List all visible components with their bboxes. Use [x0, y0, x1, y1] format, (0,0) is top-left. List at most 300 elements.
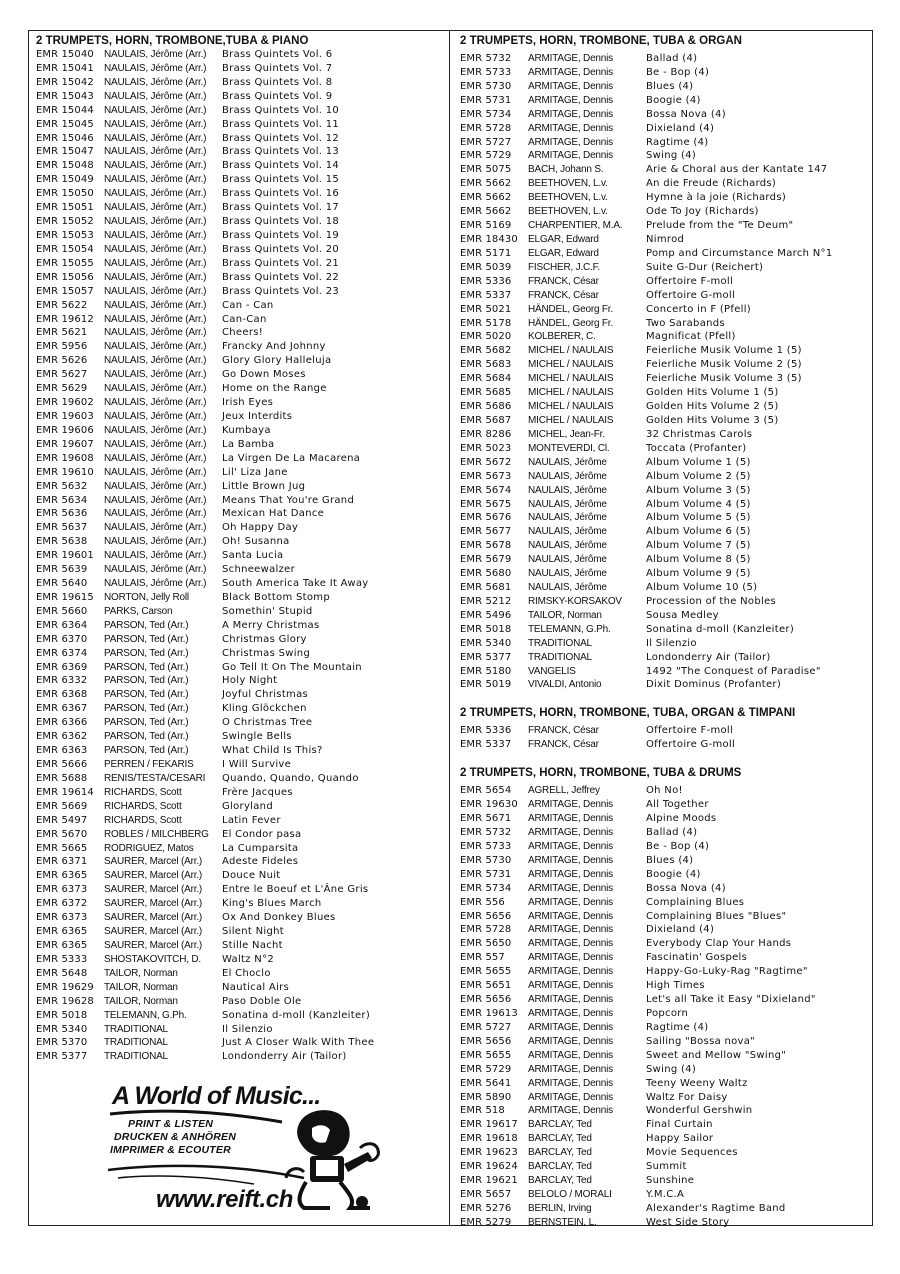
catalog-code: EMR 5340	[460, 637, 512, 649]
catalog-row	[36, 577, 442, 591]
catalog-code: EMR 5377	[36, 1051, 88, 1063]
catalog-code: EMR 5671	[460, 813, 512, 825]
section-heading-piano: 2 TRUMPETS, HORN, TROMBONE,TUBA & PIANO	[36, 35, 309, 47]
piece-title: Santa Lucia	[222, 550, 284, 562]
catalog-code: EMR 5728	[460, 122, 512, 134]
catalog-row	[460, 623, 868, 637]
piece-title: Kling Glöckchen	[222, 703, 307, 715]
catalog-row	[460, 1035, 868, 1049]
catalog-code: EMR 5655	[460, 1049, 512, 1061]
catalog-row	[460, 1160, 868, 1174]
catalog-row	[460, 52, 868, 66]
catalog-code: EMR 5727	[460, 136, 512, 148]
catalog-code: EMR 6366	[36, 717, 88, 729]
catalog-code: EMR 5675	[460, 498, 512, 510]
piece-title: Alpine Moods	[646, 813, 717, 825]
composer: ARMITAGE, Dennis	[528, 882, 613, 894]
catalog-row	[460, 372, 868, 386]
piece-title: Holy Night	[222, 675, 278, 687]
piece-title: Album Volume 10 (5)	[646, 582, 758, 594]
catalog-code: EMR 19623	[460, 1147, 518, 1159]
catalog-code: EMR 5728	[460, 924, 512, 936]
composer: ARMITAGE, Dennis	[528, 1021, 613, 1033]
catalog-code: EMR 5651	[460, 980, 512, 992]
catalog-row	[460, 965, 868, 979]
catalog-row	[460, 567, 868, 581]
catalog-row	[460, 525, 868, 539]
catalog-code: EMR 5650	[460, 938, 512, 950]
composer: NAULAIS, Jérôme (Arr.)	[104, 313, 207, 325]
piece-title: Wonderful Gershwin	[646, 1105, 753, 1117]
composer: NAULAIS, Jérôme	[528, 484, 607, 496]
composer: MICHEL / NAULAIS	[528, 359, 614, 371]
composer: PARSON, Ted (Arr.)	[104, 731, 189, 743]
catalog-code: EMR 15054	[36, 243, 94, 255]
catalog-row	[36, 285, 442, 299]
catalog-row	[460, 651, 868, 665]
catalog-code: EMR 5212	[460, 595, 512, 607]
piece-title: Brass Quintets Vol. 12	[222, 132, 340, 144]
piece-title: King's Blues March	[222, 898, 322, 910]
catalog-code: EMR 5679	[460, 554, 512, 566]
piece-title: Offertoire G-moll	[646, 739, 736, 751]
catalog-code: EMR 5336	[460, 275, 512, 287]
composer: TAILOR, Norman	[104, 981, 178, 993]
catalog-code: EMR 5656	[460, 910, 512, 922]
catalog-row	[36, 688, 442, 702]
composer: AGRELL, Jeffrey	[528, 785, 600, 797]
catalog-row	[36, 633, 442, 647]
catalog-row	[460, 414, 868, 428]
catalog-code: EMR 18430	[460, 233, 518, 245]
catalog-code: EMR 6365	[36, 926, 88, 938]
catalog-code: EMR 15046	[36, 132, 94, 144]
catalog-row	[460, 122, 868, 136]
composer: BARCLAY, Ted	[528, 1119, 592, 1131]
composer: PARSON, Ted (Arr.)	[104, 717, 189, 729]
catalog-code: EMR 5648	[36, 967, 88, 979]
composer: FISCHER, J.C.F.	[528, 261, 601, 273]
piece-title: Boogie (4)	[646, 94, 701, 106]
piece-title: Offertoire G-moll	[646, 289, 736, 301]
catalog-code: EMR 5684	[460, 373, 512, 385]
catalog-row	[36, 1050, 442, 1064]
catalog-row	[460, 595, 868, 609]
composer: SAURER, Marcel (Arr.)	[104, 912, 203, 924]
catalog-row	[36, 76, 442, 90]
piece-title: Golden Hits Volume 1 (5)	[646, 387, 779, 399]
composer: SAURER, Marcel (Arr.)	[104, 926, 203, 938]
composer: NAULAIS, Jérôme (Arr.)	[104, 355, 207, 367]
composer: ARMITAGE, Dennis	[528, 1091, 613, 1103]
catalog-row	[460, 442, 868, 456]
composer: ARMITAGE, Dennis	[528, 966, 613, 978]
catalog-code: EMR 8286	[460, 428, 512, 440]
catalog-code: EMR 6369	[36, 661, 88, 673]
catalog-row	[460, 581, 868, 595]
catalog-row	[460, 868, 868, 882]
catalog-row	[460, 317, 868, 331]
piece-title: Offertoire F-moll	[646, 725, 734, 737]
catalog-row	[460, 840, 868, 854]
composer: ARMITAGE, Dennis	[528, 80, 613, 92]
composer: BERNSTEIN, L.	[528, 1216, 597, 1228]
piece-title: Album Volume 3 (5)	[646, 484, 751, 496]
piece-title: Brass Quintets Vol. 10	[222, 104, 340, 116]
catalog-row	[460, 923, 868, 937]
catalog-code: EMR 15053	[36, 229, 94, 241]
composer: TAILOR, Norman	[528, 609, 602, 621]
catalog-row	[460, 219, 868, 233]
catalog-row	[36, 1036, 442, 1050]
composer: ARMITAGE, Dennis	[528, 150, 613, 162]
composer: ARMITAGE, Dennis	[528, 1077, 613, 1089]
catalog-row	[460, 289, 868, 303]
catalog-code: EMR 5677	[460, 526, 512, 538]
piece-title: West Side Story	[646, 1216, 730, 1228]
composer: PARSON, Ted (Arr.)	[104, 745, 189, 757]
left-column	[36, 34, 442, 1064]
piece-title: Teeny Weeny Waltz	[646, 1077, 748, 1089]
catalog-code: EMR 15041	[36, 62, 94, 74]
catalog-code: EMR 5638	[36, 536, 88, 548]
composer: MICHEL / NAULAIS	[528, 387, 614, 399]
catalog-code: EMR 19615	[36, 591, 94, 603]
composer: NAULAIS, Jérôme (Arr.)	[104, 132, 207, 144]
composer: NAULAIS, Jérôme (Arr.)	[104, 243, 207, 255]
catalog-code: EMR 5656	[460, 1035, 512, 1047]
catalog-row	[36, 661, 442, 675]
catalog-code: EMR 5673	[460, 470, 512, 482]
piece-title: Album Volume 2 (5)	[646, 470, 751, 482]
catalog-code: EMR 15050	[36, 188, 94, 200]
composer: PARSON, Ted (Arr.)	[104, 647, 189, 659]
composer: TAILOR, Norman	[104, 967, 178, 979]
logo-tagline-2: DRUCKEN & ANHÖREN	[114, 1131, 237, 1143]
catalog-code: EMR 5670	[36, 828, 88, 840]
catalog-row	[36, 674, 442, 688]
catalog-code: EMR 19621	[460, 1175, 518, 1187]
piece-title: Prelude from the "Te Deum"	[646, 220, 794, 232]
catalog-row	[460, 177, 868, 191]
catalog-row	[460, 724, 868, 738]
catalog-row	[36, 424, 442, 438]
catalog-row	[36, 62, 442, 76]
piece-title: Brass Quintets Vol. 19	[222, 229, 340, 241]
composer: NAULAIS, Jérôme (Arr.)	[104, 410, 207, 422]
catalog-row	[36, 786, 442, 800]
catalog-row	[460, 993, 868, 1007]
catalog-code: EMR 5662	[460, 178, 512, 190]
piece-title: Feierliche Musik Volume 2 (5)	[646, 359, 802, 371]
catalog-code: EMR 19608	[36, 452, 94, 464]
catalog-code: EMR 5678	[460, 540, 512, 552]
composer: ARMITAGE, Dennis	[528, 994, 613, 1006]
piece-title: Adeste Fideles	[222, 856, 299, 868]
catalog-code: EMR 6363	[36, 745, 88, 757]
catalog-row	[460, 247, 868, 261]
piece-title: La Bamba	[222, 438, 275, 450]
catalog-code: EMR 5680	[460, 568, 512, 580]
piece-title: Let's all Take it Easy "Dixieland"	[646, 994, 816, 1006]
piece-title: Black Bottom Stomp	[222, 591, 330, 603]
composer: BELOLO / MORALI	[528, 1188, 612, 1200]
piece-title: Complaining Blues	[646, 896, 745, 908]
catalog-code: EMR 5729	[460, 1063, 512, 1075]
catalog-row	[36, 897, 442, 911]
catalog-row	[460, 979, 868, 993]
catalog-code: EMR 19601	[36, 550, 94, 562]
catalog-code: EMR 5627	[36, 369, 88, 381]
catalog-row	[36, 229, 442, 243]
piece-title: Hymne à la joie (Richards)	[646, 192, 787, 204]
catalog-row	[460, 738, 868, 752]
piece-title: Can - Can	[222, 299, 274, 311]
catalog-row	[36, 132, 442, 146]
piece-title: Suite G-Dur (Reichert)	[646, 261, 764, 273]
piece-title: Brass Quintets Vol. 15	[222, 174, 340, 186]
composer: NAULAIS, Jérôme	[528, 554, 607, 566]
catalog-code: EMR 5171	[460, 247, 512, 259]
composer: HÄNDEL, Georg Fr.	[528, 317, 613, 329]
catalog-code: EMR 6368	[36, 689, 88, 701]
piece-title: Sonatina d-moll (Kanzleiter)	[646, 623, 795, 635]
composer: NAULAIS, Jérôme	[528, 526, 607, 538]
composer: BACH, Johann S.	[528, 164, 604, 176]
catalog-code: EMR 5727	[460, 1021, 512, 1033]
composer: ARMITAGE, Dennis	[528, 799, 613, 811]
catalog-row	[36, 967, 442, 981]
catalog-code: EMR 5682	[460, 345, 512, 357]
catalog-row	[36, 480, 442, 494]
composer: RENIS/TESTA/CESARI	[104, 772, 206, 784]
piece-title: Kumbaya	[222, 424, 271, 436]
piece-title: 32 Christmas Carols	[646, 428, 753, 440]
catalog-code: EMR 5178	[460, 317, 512, 329]
composer: SAURER, Marcel (Arr.)	[104, 870, 203, 882]
catalog-row	[460, 609, 868, 623]
composer: MICHEL / NAULAIS	[528, 373, 614, 385]
catalog-code: EMR 6362	[36, 731, 88, 743]
piece-title: Brass Quintets Vol. 6	[222, 49, 333, 60]
catalog-code: EMR 6332	[36, 675, 88, 687]
piece-title: Somethin' Stupid	[222, 605, 313, 617]
piece-title: Brass Quintets Vol. 22	[222, 271, 340, 283]
piece-title: Album Volume 1 (5)	[646, 456, 751, 468]
catalog-row	[36, 48, 442, 62]
piece-title: High Times	[646, 980, 705, 992]
catalog-code: EMR 19612	[36, 313, 94, 325]
composer: NAULAIS, Jérôme (Arr.)	[104, 49, 207, 60]
piece-title: Everybody Clap Your Hands	[646, 938, 792, 950]
catalog-code: EMR 15049	[36, 174, 94, 186]
piece-title: Be - Bop (4)	[646, 840, 710, 852]
catalog-row	[36, 939, 442, 953]
piece-title: Lil' Liza Jane	[222, 466, 288, 478]
composer: FRANCK, César	[528, 725, 599, 737]
piece-title: Final Curtain	[646, 1119, 713, 1131]
composer: ARMITAGE, Dennis	[528, 1063, 613, 1075]
piece-title: Go Tell It On The Mountain	[222, 661, 362, 673]
catalog-code: EMR 5337	[460, 289, 512, 301]
catalog-row	[36, 535, 442, 549]
composer: ARMITAGE, Dennis	[528, 108, 613, 120]
catalog-row	[460, 205, 868, 219]
catalog-code: EMR 5665	[36, 842, 88, 854]
composer: SAURER, Marcel (Arr.)	[104, 884, 203, 896]
composer: MICHEL / NAULAIS	[528, 345, 614, 357]
piece-title: 1492 "The Conquest of Paradise"	[646, 665, 821, 677]
piece-title: Magnificat (Pfell)	[646, 331, 736, 343]
composer: NAULAIS, Jérôme (Arr.)	[104, 564, 207, 576]
catalog-code: EMR 15043	[36, 90, 94, 102]
piece-title: Paso Doble Ole	[222, 995, 302, 1007]
composer: PARSON, Ted (Arr.)	[104, 661, 189, 673]
composer: BEETHOVEN, L.v.	[528, 178, 608, 190]
catalog-row	[36, 299, 442, 313]
piece-title: Means That You're Grand	[222, 494, 355, 506]
composer: NAULAIS, Jérôme (Arr.)	[104, 438, 207, 450]
piece-title: Y.M.C.A	[646, 1188, 685, 1200]
composer: NAULAIS, Jérôme	[528, 512, 607, 524]
composer: FRANCK, César	[528, 739, 599, 751]
composer: HÄNDEL, Georg Fr.	[528, 303, 613, 315]
piece-title: Ragtime (4)	[646, 136, 709, 148]
catalog-row	[36, 647, 442, 661]
catalog-code: EMR 5333	[36, 953, 88, 965]
composer: NAULAIS, Jérôme (Arr.)	[104, 383, 207, 395]
catalog-row	[36, 925, 442, 939]
catalog-row	[36, 828, 442, 842]
piece-title: Toccata (Profanter)	[646, 442, 747, 454]
logo-url: www.reift.ch	[156, 1186, 293, 1213]
catalog-code: EMR 6365	[36, 870, 88, 882]
composer: NAULAIS, Jérôme (Arr.)	[104, 62, 207, 74]
catalog-row	[36, 591, 442, 605]
catalog-code: EMR 5023	[460, 442, 512, 454]
catalog-row	[36, 215, 442, 229]
catalog-code: EMR 5734	[460, 882, 512, 894]
piece-title: All Together	[646, 799, 709, 811]
piece-title: Oh Happy Day	[222, 522, 299, 534]
composer: NAULAIS, Jérôme	[528, 582, 607, 594]
composer: SAURER, Marcel (Arr.)	[104, 940, 203, 951]
catalog-code: EMR 6367	[36, 703, 88, 715]
catalog-row	[460, 498, 868, 512]
catalog-code: EMR 556	[460, 896, 505, 908]
piece-title: Il Silenzio	[222, 1023, 273, 1035]
catalog-row	[36, 159, 442, 173]
piece-title: Nautical Airs	[222, 981, 290, 993]
composer: VIVALDI, Antonio	[528, 679, 602, 691]
composer: ARMITAGE, Dennis	[528, 66, 613, 78]
catalog-code: EMR 5669	[36, 800, 88, 812]
catalog-row	[460, 303, 868, 317]
piece-title: La Virgen De La Macarena	[222, 452, 361, 464]
composer: NAULAIS, Jérôme (Arr.)	[104, 522, 207, 534]
composer: FRANCK, César	[528, 275, 599, 287]
piece-title: Brass Quintets Vol. 17	[222, 202, 340, 214]
catalog-code: EMR 5660	[36, 605, 88, 617]
composer: TAILOR, Norman	[104, 995, 178, 1007]
piece-title: Brass Quintets Vol. 9	[222, 90, 333, 102]
catalog-code: EMR 19630	[460, 799, 518, 811]
catalog-code: EMR 15047	[36, 146, 94, 158]
piece-title: Stille Nacht	[222, 940, 283, 951]
catalog-code: EMR 19618	[460, 1133, 518, 1145]
piece-title: Waltz For Daisy	[646, 1091, 728, 1103]
catalog-code: EMR 5020	[460, 331, 512, 343]
catalog-row	[460, 784, 868, 798]
section-heading: 2 TRUMPETS, HORN, TROMBONE, TUBA, ORGAN & TIMPANI	[460, 707, 796, 720]
catalog-code: EMR 5676	[460, 512, 512, 524]
catalog-row	[36, 438, 442, 452]
piece-title: Gloryland	[222, 800, 273, 812]
composer: NAULAIS, Jérôme (Arr.)	[104, 146, 207, 158]
catalog-row	[36, 396, 442, 410]
catalog-code: EMR 5666	[36, 759, 88, 771]
piece-title: Feierliche Musik Volume 1 (5)	[646, 345, 802, 357]
piece-title: Dixieland (4)	[646, 122, 715, 134]
composer: ROBLES / MILCHBERG	[104, 828, 209, 840]
catalog-code: EMR 6371	[36, 856, 88, 868]
piece-title: Blues (4)	[646, 80, 694, 92]
catalog-row	[460, 511, 868, 525]
composer: NAULAIS, Jérôme	[528, 470, 607, 482]
piece-title: Sonatina d-moll (Kanzleiter)	[222, 1009, 371, 1021]
catalog-row	[36, 1023, 442, 1037]
piece-title: Schneewalzer	[222, 564, 296, 576]
composer: NAULAIS, Jérôme	[528, 456, 607, 468]
piece-title: Cheers!	[222, 327, 264, 339]
catalog-row	[460, 882, 868, 896]
catalog-code: EMR 19603	[36, 410, 94, 422]
catalog-code: EMR 5337	[460, 739, 512, 751]
composer: MICHEL / NAULAIS	[528, 414, 614, 426]
piece-title: South America Take It Away	[222, 578, 369, 590]
catalog-row	[460, 191, 868, 205]
piece-title: Album Volume 6 (5)	[646, 526, 751, 538]
catalog-code: EMR 15040	[36, 49, 94, 60]
catalog-code: EMR 15057	[36, 285, 94, 297]
catalog-code: EMR 15056	[36, 271, 94, 283]
composer: NAULAIS, Jérôme (Arr.)	[104, 285, 207, 297]
catalog-row	[36, 563, 442, 577]
catalog-row	[36, 354, 442, 368]
piece-title: Entre le Boeuf et L'Âne Gris	[222, 884, 369, 896]
piece-title: Swing (4)	[646, 150, 697, 162]
catalog-row	[36, 800, 442, 814]
catalog-row	[36, 368, 442, 382]
piece-title: Christmas Swing	[222, 647, 311, 659]
piece-title: Golden Hits Volume 3 (5)	[646, 414, 779, 426]
catalog-row	[36, 869, 442, 883]
piece-title: Brass Quintets Vol. 13	[222, 146, 340, 158]
catalog-row	[36, 466, 442, 480]
catalog-code: EMR 5018	[36, 1009, 88, 1021]
piece-title: Sousa Medley	[646, 609, 719, 621]
piece-title: Francky And Johnny	[222, 341, 326, 353]
catalog-code: EMR 6370	[36, 633, 88, 645]
composer: ARMITAGE, Dennis	[528, 868, 613, 880]
catalog-row	[460, 678, 868, 692]
piece-title: Go Down Moses	[222, 369, 306, 381]
composer: RODRIGUEZ, Matos	[104, 842, 194, 854]
piece-title: Dixit Dominus (Profanter)	[646, 679, 782, 691]
composer: PARSON, Ted (Arr.)	[104, 633, 189, 645]
catalog-row	[460, 149, 868, 163]
piece-title: Bossa Nova (4)	[646, 882, 726, 894]
